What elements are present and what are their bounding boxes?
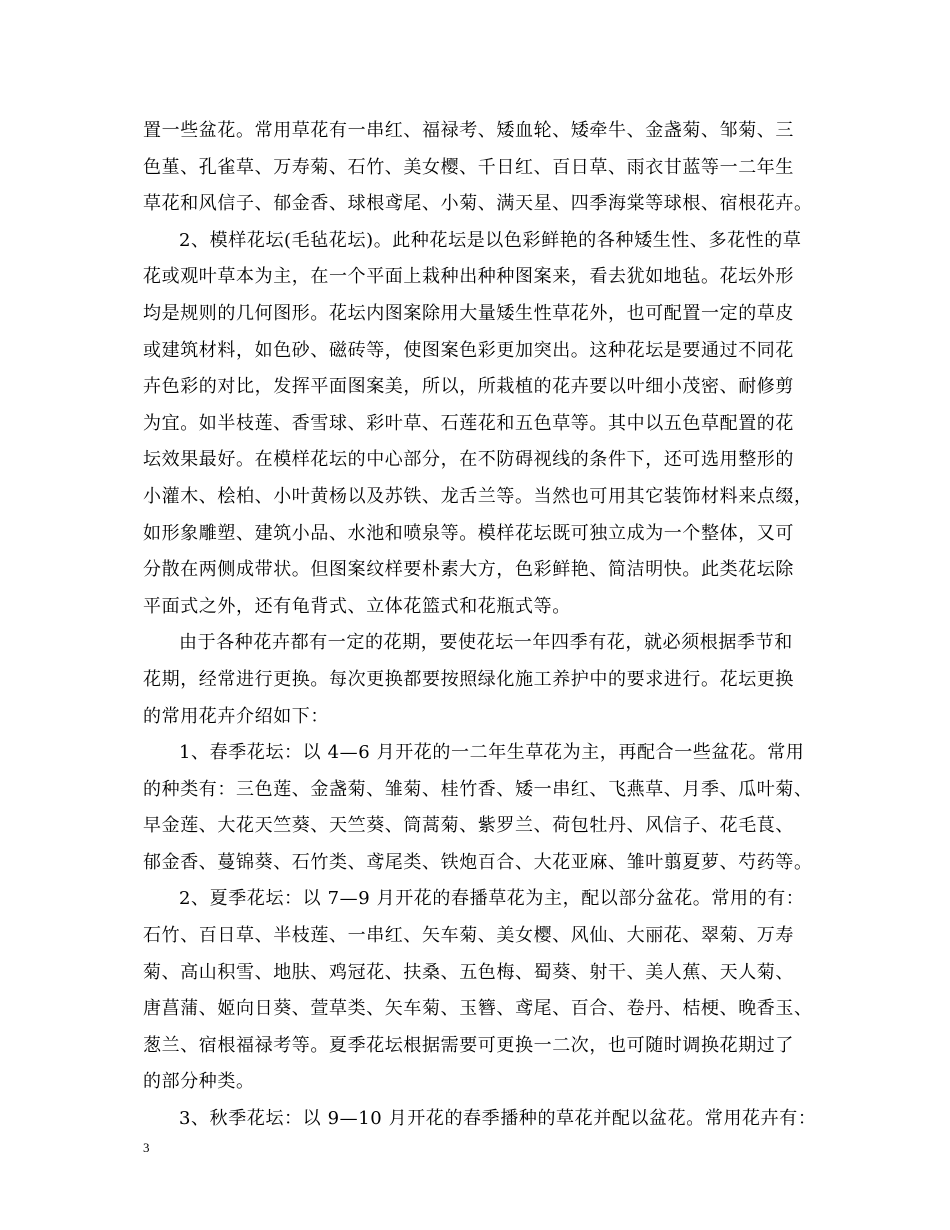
paragraph-first-line: 2、模样花坛(毛毡花坛)。此种花坛是以色彩鲜艳的各种矮生性、多花性的草 <box>179 229 802 251</box>
text-line: 平面式之外，还有龟背式、立体花篮式和花瓶式等。 <box>143 595 571 617</box>
paragraph-first-line: 1、春季花坛：以 4—6 月开花的一二年生草花为主，再配合一些盆花。常用 <box>179 742 805 764</box>
text-line: 草花和风信子、郁金香、球根鸢尾、小菊、满天星、四季海棠等球根、宿根花卉。 <box>143 193 813 215</box>
page-number: 3 <box>143 1140 150 1155</box>
document-body <box>143 113 823 1138</box>
paragraph-first-line: 由于各种花卉都有一定的花期，要使花坛一年四季有花，就必须根据季节和 <box>179 632 793 654</box>
paragraph-first-line: 2、夏季花坛：以 7—9 月开花的春播草花为主，配以部分盆花。常用的有： <box>179 888 805 910</box>
text-line: 卉色彩的对比，发挥平面图案美，所以，所栽植的花卉要以叶细小茂密、耐修剪 <box>143 376 794 398</box>
text-line: 为宜。如半枝莲、香雪球、彩叶草、石莲花和五色草等。其中以五色草配置的花 <box>143 412 794 434</box>
text-line: 坛效果最好。在模样花坛的中心部分，在不防碍视线的条件下，还可选用整形的 <box>143 449 794 471</box>
text-line: 或建筑材料，如色砂、磁砖等，使图案色彩更加突出。这种花坛是要通过不同花 <box>143 339 794 361</box>
text-line: 分散在两侧成带状。但图案纹样要朴素大方，色彩鲜艳、简洁明快。此类花坛除 <box>143 559 794 581</box>
text-line: 石竹、百日草、半枝莲、一串红、矢车菊、美女樱、风仙、大丽花、翠菊、万寿 <box>143 925 794 947</box>
text-line: 唐菖蒲、姬向日葵、萱草类、矢车菊、玉簪、鸢尾、百合、卷丹、桔梗、晚香玉、 <box>143 998 813 1020</box>
text-line: 花或观叶草本为主，在一个平面上栽种出种种图案来，看去犹如地毡。花坛外形 <box>143 266 794 288</box>
paragraph-first-line: 3、秋季花坛：以 9—10 月开花的春季播种的草花并配以盆花。常用花卉有： <box>179 1108 817 1130</box>
text-line: 早金莲、大花天竺葵、天竺葵、筒蒿菊、紫罗兰、荷包牡丹、风信子、花毛茛、 <box>143 815 794 837</box>
text-line: 郁金香、蔓锦葵、石竹类、鸢尾类、铁炮百合、大花亚麻、雏叶翦夏萝、芍药等。 <box>143 851 813 873</box>
text-line: 花期，经常进行更换。每次更换都要按照绿化施工养护中的要求进行。花坛更换 <box>143 668 794 690</box>
text-line: 的常用花卉介绍如下： <box>143 705 329 727</box>
text-line: 色堇、孔雀草、万寿菊、石竹、美女樱、千日红、百日草、雨衣甘蓝等一二年生 <box>143 156 794 178</box>
text-line: 小灌木、桧柏、小叶黄杨以及苏铁、龙舌兰等。当然也可用其它装饰材料来点缀， <box>143 485 813 507</box>
text-line: 均是规则的几何图形。花坛内图案除用大量矮生性草花外，也可配置一定的草皮 <box>143 302 794 324</box>
text-line: 菊、高山积雪、地肤、鸡冠花、扶桑、五色梅、蜀葵、射干、美人蕉、天人菊、 <box>143 961 794 983</box>
text-line: 置一些盆花。常用草花有一串红、福禄考、矮血轮、矮牵牛、金盏菊、邹菊、三 <box>143 120 794 141</box>
text-line: 的种类有：三色莲、金盏菊、雏菊、桂竹香、矮一串红、飞燕草、月季、瓜叶菊、 <box>143 778 813 800</box>
text-line: 葱兰、宿根福禄考等。夏季花坛根据需要可更换一二次，也可随时调换花期过了 <box>143 1034 794 1056</box>
text-line: 如形象雕塑、建筑小品、水池和喷泉等。模样花坛既可独立成为一个整体，又可 <box>143 522 794 544</box>
text-line: 的部分种类。 <box>143 1071 255 1093</box>
